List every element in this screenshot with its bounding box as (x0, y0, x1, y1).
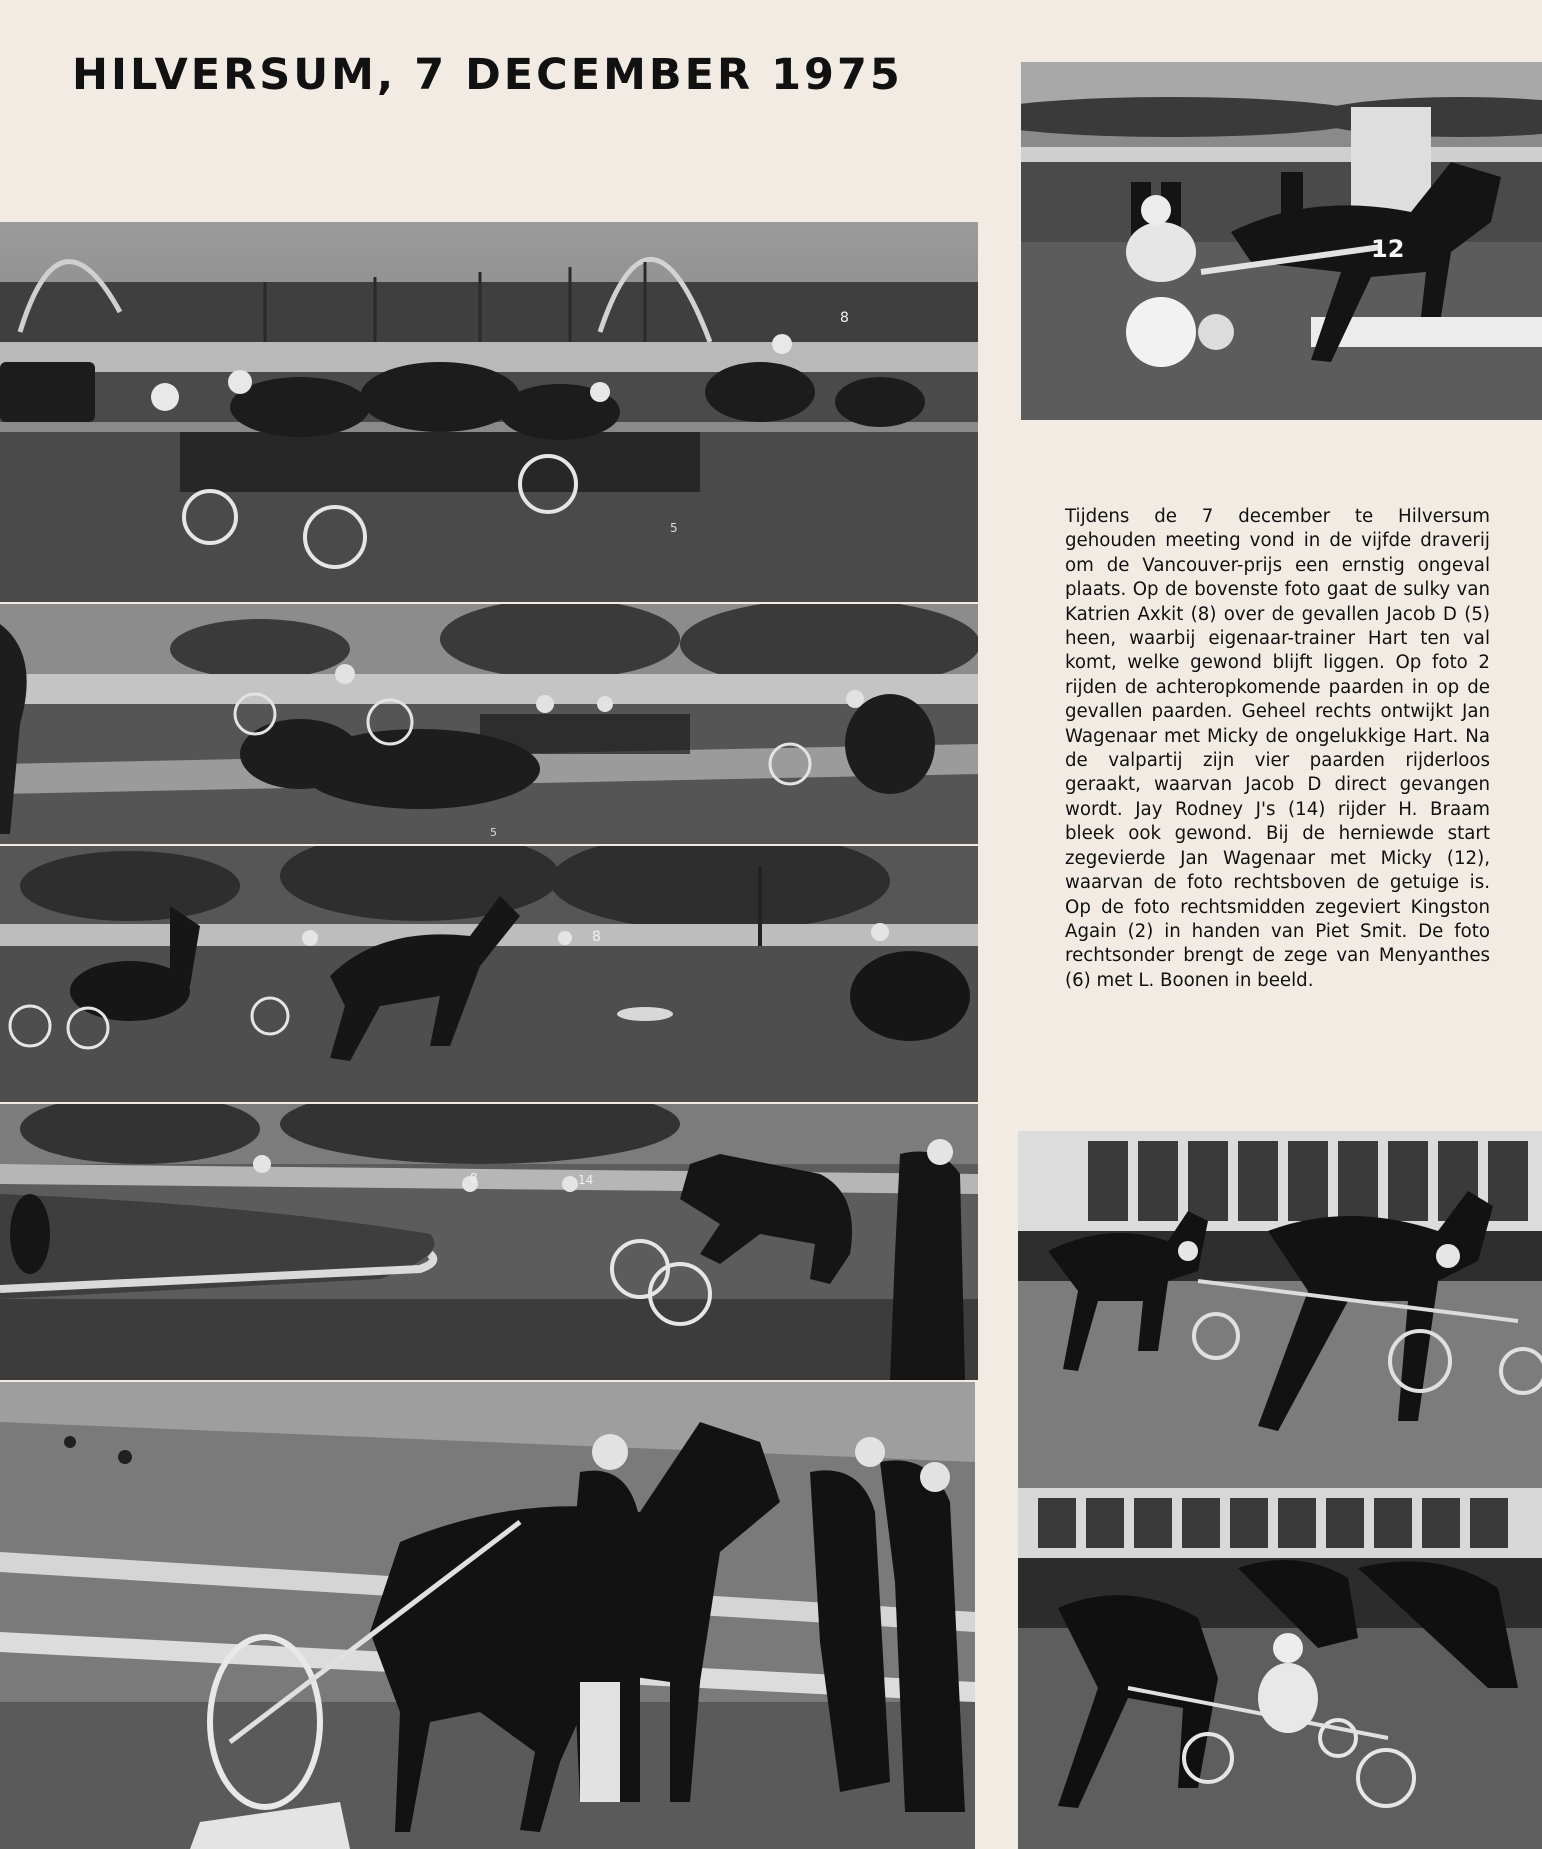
saddle-number-8: 8 (592, 929, 601, 945)
photo-winner-micky (1021, 62, 1542, 420)
saddle-number-8: 8 (840, 310, 849, 326)
saddle-number-5: 5 (670, 521, 678, 535)
saddle-number-8: 8 (470, 1171, 478, 1185)
saddle-number-5: 5 (490, 826, 497, 839)
saddle-number-12: 12 (1371, 235, 1405, 263)
photo-winner-menyanthes (1018, 1488, 1542, 1849)
photo-crash-bend (0, 222, 978, 602)
photo-riderless-horse (0, 1104, 978, 1380)
article-caption: Tijdens de 7 december te Hilversum gehouden meeting vond in de vijfde draverij om de Vancouver-prijs een ernstig ongeval plaats. Op de bovenste foto gaat de sulky van Katrien Axkit (8) over de gevallen Jacob D (5) heen, waarbij eigenaar-trainer Hart ten val komt, welke gewond blijft liggen. Op foto 2 rijden de achteropkomende paarden in op de gevallen paarden. Geheel rechts ontwijkt Jan Wagenaar met Micky de ongelukkige Hart. Na de valpartij zijn vier paarden rijderloos geraakt, waarvan Jacob D direct gevangen wordt. Jay Rodney J's (14) rijder H. Braam bleek ook gewond. Bij de herniewde start zegevierde Jan Wagenaar met Micky (12), waarvan de foto rechtsboven de getuige is. Op de foto rechtsmidden zegeviert Kingston Again (2) in handen van Piet Smit. De foto rechtsonder brengt de zege van Menyanthes (6) met L. Boonen in beeld. (1065, 506, 1490, 991)
photo-winner-kingston-again (1018, 1131, 1542, 1490)
photo-fallen-driver (0, 846, 978, 1102)
saddle-number-14: 14 (578, 1173, 594, 1187)
page-title: HILVERSUM, 7 DECEMBER 1975 (72, 50, 903, 100)
photo-horse-caught (0, 1382, 975, 1849)
photo-pile-up (0, 604, 978, 844)
